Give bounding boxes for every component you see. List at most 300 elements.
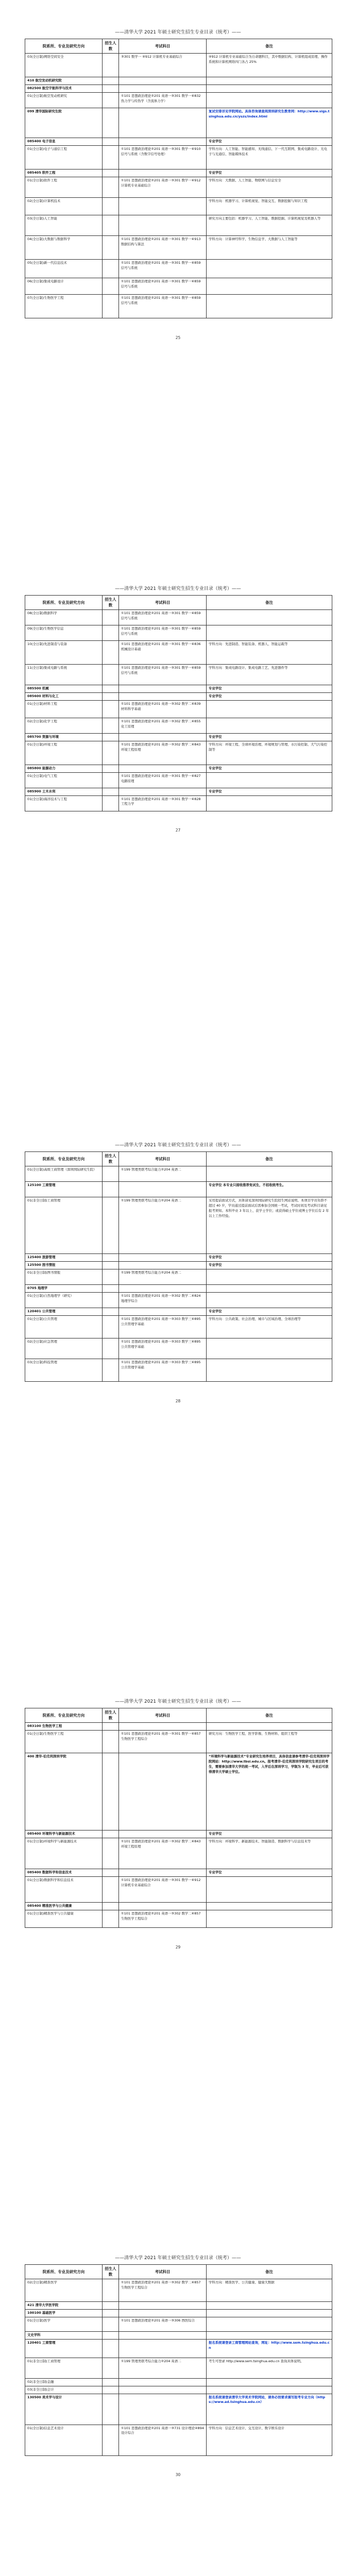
document-page bbox=[0, 556, 356, 1123]
table-row bbox=[25, 1338, 332, 1359]
remarks-cell: 专业学位 bbox=[207, 1308, 332, 1315]
quota-cell bbox=[103, 92, 119, 108]
program-cell: 100100 基础医学 bbox=[25, 2309, 103, 2317]
quota-cell bbox=[103, 259, 119, 278]
remarks-cell bbox=[207, 77, 332, 84]
quota-cell bbox=[103, 84, 119, 92]
program-cell: 11(全日制)集成电路与系统 bbox=[25, 664, 103, 685]
remarks-cell bbox=[207, 2317, 332, 2331]
table-row bbox=[25, 640, 332, 664]
exam-subjects-cell: ①199 管理类联考综合能力②204 英语二 bbox=[119, 1166, 207, 1181]
remarks-cell: 专业学位 本专业只接收推荐免试生，不招收统考生。 bbox=[207, 1181, 332, 1197]
table-row bbox=[25, 53, 332, 77]
section-row bbox=[25, 1284, 332, 1292]
program-cell: 10(全日制)先进制造与装备 bbox=[25, 640, 103, 664]
program-cell: 085700 资源与环境 bbox=[25, 733, 103, 741]
quota-cell bbox=[103, 278, 119, 294]
page-header: ——清华大学 2021 年硕士研究生招生专业目录（统考）—— bbox=[115, 1143, 241, 1148]
column-header: 院系所、专业及研究方向 bbox=[25, 2265, 103, 2279]
table-row bbox=[25, 294, 332, 318]
program-cell: 02(非全日制)金融 bbox=[25, 2378, 103, 2386]
table-row bbox=[25, 1315, 332, 1338]
quota-cell bbox=[103, 1292, 119, 1308]
section-row bbox=[25, 2339, 332, 2358]
exam-subjects-cell: ①101 思想政治理论②201 英语一③302 数学二④855 化工原理 bbox=[119, 718, 207, 733]
section-row bbox=[25, 2309, 332, 2317]
table-row bbox=[25, 2317, 332, 2331]
remarks-cell bbox=[207, 92, 332, 108]
remarks-cell bbox=[207, 2378, 332, 2386]
quota-cell bbox=[103, 1338, 119, 1359]
program-cell: 01(非全日制)工商管理 bbox=[25, 1197, 103, 1253]
remarks-cell: 学科方向：环境工程、全球环境治理、环境规划与管理、水污染控制、大气污染控制等 bbox=[207, 741, 332, 765]
page-header: ——清华大学 2021 年硕士研究生招生专业目录（统考）—— bbox=[115, 1699, 241, 1704]
document-page bbox=[0, 2226, 356, 2576]
quota-cell bbox=[103, 1869, 119, 1876]
table-row bbox=[25, 197, 332, 215]
section-row bbox=[25, 788, 332, 795]
remarks-cell: 考生可登录 http://www.sem.tsinghua.edu.cn 查询具体说明。 bbox=[207, 2358, 332, 2378]
program-cell: 085800 能源动力 bbox=[25, 765, 103, 772]
program-cell: 03(全日制)网络空间安全 bbox=[25, 53, 103, 77]
table-row bbox=[25, 1838, 332, 1869]
remarks-cell bbox=[207, 259, 332, 278]
document-page bbox=[0, 0, 356, 567]
column-header: 招生人数 bbox=[103, 1708, 119, 1723]
table-row bbox=[25, 1876, 332, 1902]
program-cell: 085400 环境科学与新能源技术 bbox=[25, 1830, 103, 1838]
quota-cell bbox=[103, 2331, 119, 2339]
exam-subjects-cell: ①199 管理类联考综合能力②204 英语二 bbox=[119, 1269, 207, 1284]
document-page bbox=[0, 1669, 356, 2236]
program-cell: 08(全日制)数据科学 bbox=[25, 609, 103, 625]
column-header: 院系所、专业及研究方向 bbox=[25, 596, 103, 610]
column-header: 考试科目 bbox=[119, 39, 207, 54]
exam-subjects-cell: ①101 思想政治理论②201 英语一③306 西医综合 bbox=[119, 2317, 207, 2331]
exam-subjects-cell bbox=[119, 1869, 207, 1876]
quota-cell bbox=[103, 733, 119, 741]
quota-cell bbox=[103, 1876, 119, 1902]
table-header-row bbox=[25, 39, 332, 54]
quota-cell bbox=[103, 2394, 119, 2425]
exam-subjects-cell bbox=[119, 84, 207, 92]
exam-subjects-cell bbox=[119, 1722, 207, 1730]
remarks-cell bbox=[207, 609, 332, 625]
exam-subjects-cell bbox=[119, 138, 207, 145]
quota-cell bbox=[103, 145, 119, 169]
table-row bbox=[25, 1359, 332, 1381]
section-row bbox=[25, 169, 332, 177]
program-cell: 01(全日制)环境工程 bbox=[25, 741, 103, 765]
quota-cell bbox=[103, 1308, 119, 1315]
exam-subjects-cell: ①199 管理类联考综合能力②204 英语二 bbox=[119, 1197, 207, 1253]
table-row bbox=[25, 1730, 332, 1753]
quota-cell bbox=[103, 664, 119, 685]
remarks-cell: 专业学位 bbox=[207, 1253, 332, 1261]
table-row bbox=[25, 2386, 332, 2394]
quota-cell bbox=[103, 215, 119, 235]
quota-cell bbox=[103, 1838, 119, 1869]
page-number: 29 bbox=[175, 1945, 181, 1950]
exam-subjects-cell: ①101 思想政治理论②201 英语一③301 数学一④859 信号与系统 bbox=[119, 625, 207, 640]
section-row bbox=[25, 1902, 332, 1910]
remarks-cell bbox=[207, 1166, 332, 1181]
exam-subjects-cell: ①101 思想政治理论②201 英语一③731 设计理论④894 设计综合 bbox=[119, 2425, 207, 2455]
quota-cell bbox=[103, 53, 119, 77]
quota-cell bbox=[103, 2309, 119, 2317]
remarks-cell bbox=[207, 278, 332, 294]
exam-subjects-cell bbox=[119, 788, 207, 795]
program-cell: 03(非全日制)会计 bbox=[25, 2386, 103, 2394]
program-cell: 01(全日制)生物医学工程 bbox=[25, 1730, 103, 1753]
exam-subjects-cell: ①101 思想政治理论②201 英语一③301 数学一④912 计算机专业基础综合 bbox=[119, 177, 207, 197]
remarks-cell: 专业学位 bbox=[207, 1830, 332, 1838]
exam-subjects-cell bbox=[119, 197, 207, 215]
exam-subjects-cell bbox=[119, 215, 207, 235]
table-row bbox=[25, 795, 332, 811]
admissions-table bbox=[25, 39, 332, 318]
page-number: 25 bbox=[175, 335, 181, 340]
remarks-cell: 学科方向：先进制造、智能装备、机器人、智能运载等 bbox=[207, 640, 332, 664]
table-header-row bbox=[25, 596, 332, 610]
exam-subjects-cell: ①101 思想政治理论②201 英语一③302 数学二④843 环境工程原理 bbox=[119, 1838, 207, 1869]
quota-cell bbox=[103, 1253, 119, 1261]
exam-subjects-cell bbox=[119, 692, 207, 700]
program-cell: 01(全日制)精准医学与公共健康 bbox=[25, 1910, 103, 1927]
section-row bbox=[25, 1753, 332, 1830]
program-cell: 04(全日制)大数据与数据科学 bbox=[25, 235, 103, 259]
exam-subjects-cell: ①101 思想政治理论②201 英语一③301 数学一④832 热力学与传热学（含流体力学） bbox=[119, 92, 207, 108]
program-cell: 130500 美术学与设计 bbox=[25, 2394, 103, 2425]
remarks-cell bbox=[207, 2386, 332, 2394]
program-cell: 125500 图书情报 bbox=[25, 1261, 103, 1269]
exam-subjects-cell: ①101 思想政治理论②201 英语一③301 数学一④857 生物医学工程综合 bbox=[119, 1730, 207, 1753]
exam-subjects-cell: ③301 数学一 ④912 计算机专业基础综合 bbox=[119, 53, 207, 77]
remarks-cell: 专业学位 bbox=[207, 169, 332, 177]
remarks-cell: 学科方向：集成电路设计、集成电路工艺、先进器件等 bbox=[207, 664, 332, 685]
quota-cell bbox=[103, 2378, 119, 2386]
exam-subjects-cell: ①101 思想政治理论②201 英语一③301 数学一④859 信号与系统 bbox=[119, 294, 207, 318]
quota-cell bbox=[103, 235, 119, 259]
program-cell: 125400 旅游管理 bbox=[25, 1253, 103, 1261]
program-cell: 01(全日制)自然地理学（研究） bbox=[25, 1292, 103, 1308]
table-header-row bbox=[25, 1708, 332, 1723]
remarks-cell: 采用提前面试方式，具体请见深圳国际研究生院招生网站说明。本项目学员年龄不超过 40 岁，学员通过提前面试后需参加全国统一考试，考试时间及考试科目请见报考须知。本科毕业 3 年以上、获学士学位；或获得硕士学位或博士学位后有 2 年以上工作经验。 bbox=[207, 1197, 332, 1253]
table-row bbox=[25, 259, 332, 278]
program-cell: 03(全日制)人工智能 bbox=[25, 215, 103, 235]
remarks-cell: 复试安排详见学院网站。具体咨询请查阅深圳研究生教育网：http://www.sigs.tsinghua.edu.cn/yszs/index.html bbox=[207, 108, 332, 138]
quota-cell bbox=[103, 1315, 119, 1338]
remarks-cell: 学科方向：人工智能、智能感知、无线通信、下一代互联网、集成电路设计、光电子与光通信、智能媒体技术 bbox=[207, 145, 332, 169]
page-header: ——清华大学 2021 年硕士研究生招生专业目录（统考）—— bbox=[115, 30, 241, 35]
column-header: 备注 bbox=[207, 39, 332, 54]
program-cell: 082500 航空宇航科学与技术 bbox=[25, 84, 103, 92]
section-row bbox=[25, 2331, 332, 2339]
program-cell: 01(全日制)数据科学和信息技术 bbox=[25, 1876, 103, 1902]
quota-cell bbox=[103, 685, 119, 692]
program-cell: 01(全日制)电子与通信工程 bbox=[25, 145, 103, 169]
exam-subjects-cell bbox=[119, 1830, 207, 1838]
remarks-cell bbox=[207, 2331, 332, 2339]
remarks-cell: 学科方向：信息艺术设计、交互设计、数字娱乐设计 bbox=[207, 2425, 332, 2455]
quota-cell bbox=[103, 692, 119, 700]
program-cell: 01(非全日制)图书情报 bbox=[25, 1269, 103, 1284]
table-row bbox=[25, 1166, 332, 1181]
column-header: 考试科目 bbox=[119, 596, 207, 610]
quota-cell bbox=[103, 1730, 119, 1753]
exam-subjects-cell: ①101 思想政治理论②201 英语一③301 数学一④913 数据结构与算法 bbox=[119, 235, 207, 259]
exam-subjects-cell bbox=[119, 2339, 207, 2358]
column-header: 招生人数 bbox=[103, 1152, 119, 1166]
quota-cell bbox=[103, 2386, 119, 2394]
remarks-cell bbox=[207, 1359, 332, 1381]
remarks-cell: 专业学位 bbox=[207, 733, 332, 741]
section-row bbox=[25, 1830, 332, 1838]
remarks-cell bbox=[207, 1284, 332, 1292]
table-row bbox=[25, 625, 332, 640]
table-row bbox=[25, 92, 332, 108]
quota-cell bbox=[103, 788, 119, 795]
remarks-cell bbox=[207, 2309, 332, 2317]
quota-cell bbox=[103, 772, 119, 788]
quota-cell bbox=[103, 1197, 119, 1253]
page-header: ——清华大学 2021 年硕士研究生招生专业目录（统考）—— bbox=[115, 2256, 241, 2261]
quota-cell bbox=[103, 294, 119, 318]
section-row bbox=[25, 1261, 332, 1269]
program-cell: 085400 数据科学和信息技术 bbox=[25, 1869, 103, 1876]
section-row bbox=[25, 1308, 332, 1315]
exam-subjects-cell bbox=[119, 733, 207, 741]
section-row bbox=[25, 138, 332, 145]
page-number: 30 bbox=[175, 2472, 181, 2477]
table-row bbox=[25, 2378, 332, 2386]
remarks-cell bbox=[207, 1338, 332, 1359]
remarks-cell: 报名系统请登录清华大学美术学院网站，请务必按要求填写报考专业方向（https://www.ad.tsinghua.edu.cn） bbox=[207, 2394, 332, 2425]
remarks-cell: 学科方向：环境科学、新能源技术、智能制造、数据科学与信息技术等 bbox=[207, 1838, 332, 1869]
program-cell: 02(全日制)应急管理 bbox=[25, 1338, 103, 1359]
quota-cell bbox=[103, 718, 119, 733]
remarks-cell: 专业学位 bbox=[207, 1261, 332, 1269]
program-cell: 085600 材料与化工 bbox=[25, 692, 103, 700]
column-header: 备注 bbox=[207, 1152, 332, 1166]
program-cell: 01(非全日制)工商管理 bbox=[25, 2358, 103, 2378]
quota-cell bbox=[103, 1910, 119, 1927]
quota-cell bbox=[103, 640, 119, 664]
column-header: 备注 bbox=[207, 596, 332, 610]
quota-cell bbox=[103, 108, 119, 138]
quota-cell bbox=[103, 138, 119, 145]
program-cell: 01(全日制)公共管理 bbox=[25, 1315, 103, 1338]
table-row bbox=[25, 2279, 332, 2301]
program-cell: 085500 机械 bbox=[25, 685, 103, 692]
quota-cell bbox=[103, 1359, 119, 1381]
program-cell: 01(全日制)软件工程 bbox=[25, 177, 103, 197]
section-row bbox=[25, 1181, 332, 1197]
exam-subjects-cell bbox=[119, 1261, 207, 1269]
program-cell: 01(全日制)高级工商管理（深圳国际研究生院） bbox=[25, 1166, 103, 1181]
remarks-cell: 学科方向：大数据、人工智能、物联网与信息安全 bbox=[207, 177, 332, 197]
quota-cell bbox=[103, 741, 119, 765]
exam-subjects-cell: ①101 思想政治理论②201 英语一③301 数学一④827 电路原理 bbox=[119, 772, 207, 788]
table-row bbox=[25, 1292, 332, 1308]
table-row bbox=[25, 772, 332, 788]
table-row bbox=[25, 718, 332, 733]
exam-subjects-cell: ①101 思想政治理论②201 英语一③302 数学二④857 生物医学工程综合 bbox=[119, 2279, 207, 2301]
program-cell: 02(全日制)精准医学 bbox=[25, 2279, 103, 2301]
remarks-cell: 专业学位 bbox=[207, 692, 332, 700]
section-row bbox=[25, 84, 332, 92]
program-cell: 120401 工商管理 bbox=[25, 2339, 103, 2358]
exam-subjects-cell: ①101 思想政治理论②201 英语一③303 数学三④895 公共管理学基础 bbox=[119, 1359, 207, 1381]
section-row bbox=[25, 685, 332, 692]
table-row bbox=[25, 2358, 332, 2378]
program-cell: 01(全日制)航空发动机研究 bbox=[25, 92, 103, 108]
table-row bbox=[25, 609, 332, 625]
quota-cell bbox=[103, 2339, 119, 2358]
exam-subjects-cell: ①101 思想政治理论②201 英语一③302 数学二④839 材料科学基础 bbox=[119, 700, 207, 718]
exam-subjects-cell bbox=[119, 2378, 207, 2386]
table-row bbox=[25, 145, 332, 169]
program-cell: 03(全日制)科技管理 bbox=[25, 1359, 103, 1381]
admissions-table bbox=[25, 2264, 332, 2456]
exam-subjects-cell: ①101 思想政治理论②201 英语一③302 数学二④824 地理学综合 bbox=[119, 1292, 207, 1308]
exam-subjects-cell bbox=[119, 1284, 207, 1292]
page-number: 28 bbox=[175, 1399, 181, 1403]
remarks-cell bbox=[207, 1292, 332, 1308]
document-page bbox=[0, 1113, 356, 1680]
admissions-table bbox=[25, 1151, 332, 1382]
program-cell: 085400 电子信息 bbox=[25, 138, 103, 145]
quota-cell bbox=[103, 1269, 119, 1284]
column-header: 院系所、专业及研究方向 bbox=[25, 39, 103, 54]
column-header: 考试科目 bbox=[119, 2265, 207, 2279]
remarks-cell: 专业学位 bbox=[207, 765, 332, 772]
column-header: 招生人数 bbox=[103, 2265, 119, 2279]
program-cell: 01(全日制)医学 bbox=[25, 2317, 103, 2331]
column-header: 考试科目 bbox=[119, 1708, 207, 1723]
remarks-cell bbox=[207, 1722, 332, 1730]
program-cell: 01(全日制)电气工程 bbox=[25, 772, 103, 788]
table-header-row bbox=[25, 2265, 332, 2279]
section-row bbox=[25, 733, 332, 741]
program-cell: 01(全日制)材料工程 bbox=[25, 700, 103, 718]
quota-cell bbox=[103, 700, 119, 718]
program-cell: 120401 公共管理 bbox=[25, 1308, 103, 1315]
exam-subjects-cell bbox=[119, 1902, 207, 1910]
program-cell: 125100 工商管理 bbox=[25, 1181, 103, 1197]
program-cell: 文史学科 bbox=[25, 2331, 103, 2339]
remarks-cell: 学科方向：机器学习、计算机视觉、智能交互、数据挖掘与知识工程 bbox=[207, 197, 332, 215]
exam-subjects-cell: ①101 思想政治理论②201 英语一③301 数学一④910 信号与系统（含数字信号处理） bbox=[119, 145, 207, 169]
exam-subjects-cell: ①101 思想政治理论②201 英语一③301 数学一④859 信号与系统 bbox=[119, 259, 207, 278]
quota-cell bbox=[103, 2279, 119, 2301]
table-row bbox=[25, 177, 332, 197]
program-cell: 099 清华国际研究生院 bbox=[25, 108, 103, 138]
exam-subjects-cell: ①101 思想政治理论②201 英语一③301 数学一④859 信号与系统 bbox=[119, 664, 207, 685]
exam-subjects-cell bbox=[119, 77, 207, 84]
table-row bbox=[25, 700, 332, 718]
remarks-cell bbox=[207, 772, 332, 788]
column-header: 招生人数 bbox=[103, 39, 119, 54]
remarks-cell: 研究方向：生物医学工程、医学影像、生物材料、组织工程等 bbox=[207, 1730, 332, 1753]
program-cell: 07(全日制)生物医学工程 bbox=[25, 294, 103, 318]
remarks-cell: 学科方向：精准医学、公共健康、健康大数据 bbox=[207, 2279, 332, 2301]
exam-subjects-cell bbox=[119, 2386, 207, 2394]
quota-cell bbox=[103, 1830, 119, 1838]
remarks-cell: 专业学位 bbox=[207, 1869, 332, 1876]
remarks-cell bbox=[207, 718, 332, 733]
program-cell: 01(全日制)海洋技术与工程 bbox=[25, 795, 103, 811]
table-row bbox=[25, 278, 332, 294]
program-cell: 01(全日制)信息艺术设计 bbox=[25, 2425, 103, 2455]
table-row bbox=[25, 664, 332, 685]
exam-subjects-cell: ①199 管理类联考综合能力②204 英语二 bbox=[119, 2358, 207, 2378]
remarks-cell bbox=[207, 294, 332, 318]
quota-cell bbox=[103, 77, 119, 84]
table-row bbox=[25, 1269, 332, 1284]
exam-subjects-cell bbox=[119, 2394, 207, 2425]
quota-cell bbox=[103, 1181, 119, 1197]
column-header: 考试科目 bbox=[119, 1152, 207, 1166]
exam-subjects-cell bbox=[119, 1253, 207, 1261]
exam-subjects-cell: ①101 思想政治理论②201 英语一③302 数学二④857 生物医学工程综合 bbox=[119, 1910, 207, 1927]
admissions-table bbox=[25, 1708, 332, 1928]
page-header: ——清华大学 2021 年硕士研究生招生专业目录（统考）—— bbox=[115, 586, 241, 591]
program-cell: 06(全日制)集成电路设计 bbox=[25, 278, 103, 294]
program-cell: 085900 土木水利 bbox=[25, 788, 103, 795]
remarks-cell: ④912 计算机专业基础综合为自命题科目，其中数据结构、计算机组成原理、操作系统和计算机网络四门各占 25% bbox=[207, 53, 332, 77]
program-cell: 0705 地理学 bbox=[25, 1284, 103, 1292]
remarks-cell: 学科方向：公共政策、社会治理、城市与区域治理、全球治理等 bbox=[207, 1315, 332, 1338]
quota-cell bbox=[103, 1722, 119, 1730]
quota-cell bbox=[103, 1166, 119, 1181]
remarks-cell bbox=[207, 1910, 332, 1927]
program-cell: 410 航空发动机研究院 bbox=[25, 77, 103, 84]
quota-cell bbox=[103, 609, 119, 625]
program-cell: 085405 软件工程 bbox=[25, 169, 103, 177]
quota-cell bbox=[103, 2317, 119, 2331]
exam-subjects-cell bbox=[119, 108, 207, 138]
exam-subjects-cell: ①101 思想政治理论②201 英语一③303 数学三④895 公共管理学基础 bbox=[119, 1315, 207, 1338]
section-row bbox=[25, 1869, 332, 1876]
quota-cell bbox=[103, 1284, 119, 1292]
quota-cell bbox=[103, 2425, 119, 2455]
remarks-cell bbox=[207, 1269, 332, 1284]
quota-cell bbox=[103, 2301, 119, 2309]
table-row bbox=[25, 235, 332, 259]
remarks-cell: 报名系统请登录工商管理网站查询，网址：http://www.sem.tsinghua.edu.cn bbox=[207, 2339, 332, 2358]
quota-cell bbox=[103, 169, 119, 177]
section-row bbox=[25, 77, 332, 84]
admissions-table bbox=[25, 595, 332, 811]
table-row bbox=[25, 2425, 332, 2455]
quota-cell bbox=[103, 765, 119, 772]
remarks-cell bbox=[207, 1902, 332, 1910]
exam-subjects-cell: ①101 思想政治理论②201 英语一③301 数学一④912 计算机专业基础综合 bbox=[119, 1876, 207, 1902]
program-cell: 09(全日制)生物医学信息 bbox=[25, 625, 103, 640]
section-row bbox=[25, 108, 332, 138]
column-header: 院系所、专业及研究方向 bbox=[25, 1152, 103, 1166]
program-cell: 02(全日制)计算机技术 bbox=[25, 197, 103, 215]
quota-cell bbox=[103, 1753, 119, 1830]
exam-subjects-cell: ①101 思想政治理论②201 英语一③303 数学三④895 公共管理学基础 bbox=[119, 1338, 207, 1359]
program-cell: 400 清华-伯克利深圳学院 bbox=[25, 1753, 103, 1830]
exam-subjects-cell bbox=[119, 2301, 207, 2309]
quota-cell bbox=[103, 177, 119, 197]
remarks-cell: 专业学位 bbox=[207, 138, 332, 145]
column-header: 备注 bbox=[207, 1708, 332, 1723]
table-row bbox=[25, 741, 332, 765]
